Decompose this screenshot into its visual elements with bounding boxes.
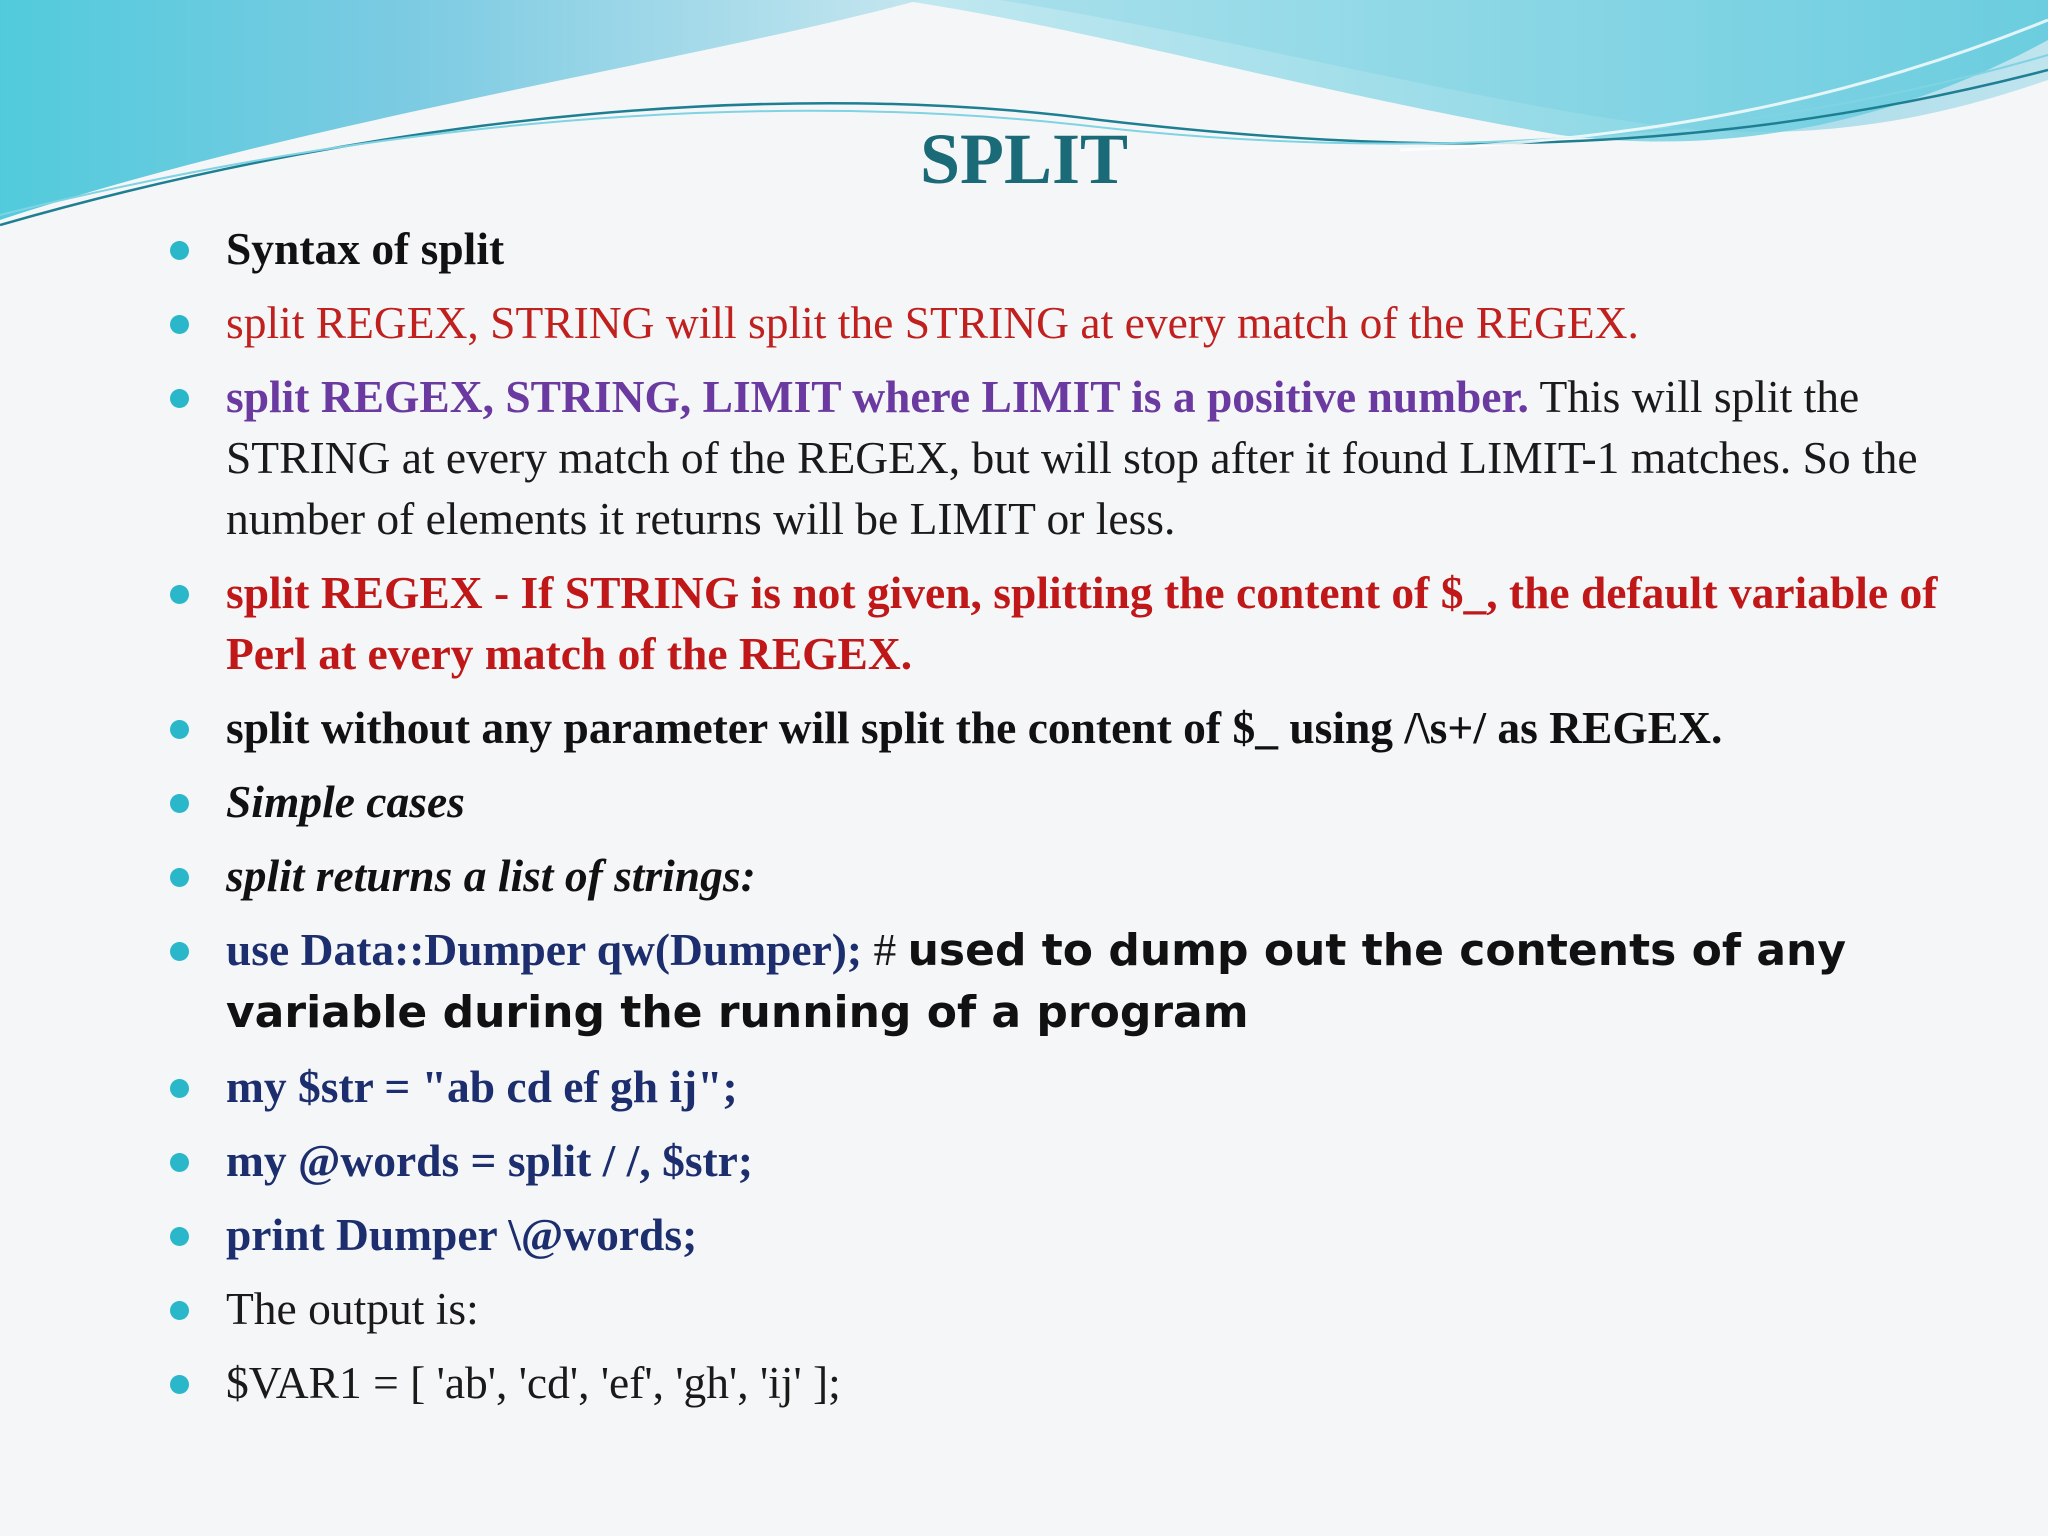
bullet-icon bbox=[170, 942, 189, 961]
bullet-icon bbox=[170, 794, 189, 813]
comment-text: used to dump out the contents of any variable during the running of a program bbox=[226, 925, 1847, 1038]
list-item bbox=[166, 845, 1976, 906]
code-text: my @words = split / /, $str; bbox=[226, 1135, 754, 1186]
bullet-text: split REGEX - If STRING is not given, splitting the content of $_, the default variable of Perl at every match of the REGEX. bbox=[226, 567, 1938, 679]
bullet-text: split returns a list of strings: bbox=[226, 850, 756, 901]
bullet-icon bbox=[170, 720, 189, 739]
bullet-text: This will split the STRING at every match of the REGEX, but will stop after it found LIMIT-1 matches. So the number of elements it returns will be LIMIT or less. bbox=[226, 371, 1918, 544]
list-item bbox=[166, 1204, 1976, 1265]
list-item bbox=[166, 1130, 1976, 1191]
code-text: my $str = "ab cd ef gh ij"; bbox=[226, 1061, 738, 1112]
bullet-text: split REGEX, STRING will split the STRING at every match of the REGEX. bbox=[226, 297, 1639, 348]
list-item bbox=[166, 218, 1976, 279]
bullet-text: split without any parameter will split the content of $_ using /\s+/ as REGEX. bbox=[226, 702, 1723, 753]
bullet-icon bbox=[170, 315, 189, 334]
bullet-icon bbox=[170, 1375, 189, 1394]
slide-title: SPLIT bbox=[919, 119, 1129, 199]
list-item bbox=[166, 919, 1976, 1043]
list-item bbox=[166, 697, 1976, 758]
bullet-icon bbox=[170, 1227, 189, 1246]
bullet-text: Simple cases bbox=[226, 776, 465, 827]
bullet-lead-text: split REGEX, STRING, LIMIT where LIMIT is a positive number. bbox=[226, 371, 1529, 422]
code-text: print Dumper \@words; bbox=[226, 1209, 698, 1260]
list-item bbox=[166, 771, 1976, 832]
bullet-icon bbox=[170, 585, 189, 604]
bullet-icon bbox=[170, 1153, 189, 1172]
bullet-icon bbox=[170, 1301, 189, 1320]
bullet-icon bbox=[170, 868, 189, 887]
bullet-list bbox=[166, 218, 1976, 1426]
list-item bbox=[166, 1352, 1976, 1413]
list-item bbox=[166, 1056, 1976, 1117]
bullet-icon bbox=[170, 241, 189, 260]
bullet-text: The output is: bbox=[226, 1283, 479, 1334]
bullet-icon bbox=[170, 389, 189, 408]
list-item bbox=[166, 292, 1976, 353]
list-item bbox=[166, 562, 1976, 684]
list-item bbox=[166, 366, 1976, 549]
output-text: $VAR1 = [ 'ab', 'cd', 'ef', 'gh', 'ij' ]; bbox=[226, 1357, 841, 1408]
bullet-text: Syntax of split bbox=[226, 223, 505, 274]
bullet-icon bbox=[170, 1079, 189, 1098]
code-text: use Data::Dumper qw(Dumper); bbox=[226, 924, 863, 975]
comment-marker: # bbox=[862, 924, 908, 975]
list-item bbox=[166, 1278, 1976, 1339]
